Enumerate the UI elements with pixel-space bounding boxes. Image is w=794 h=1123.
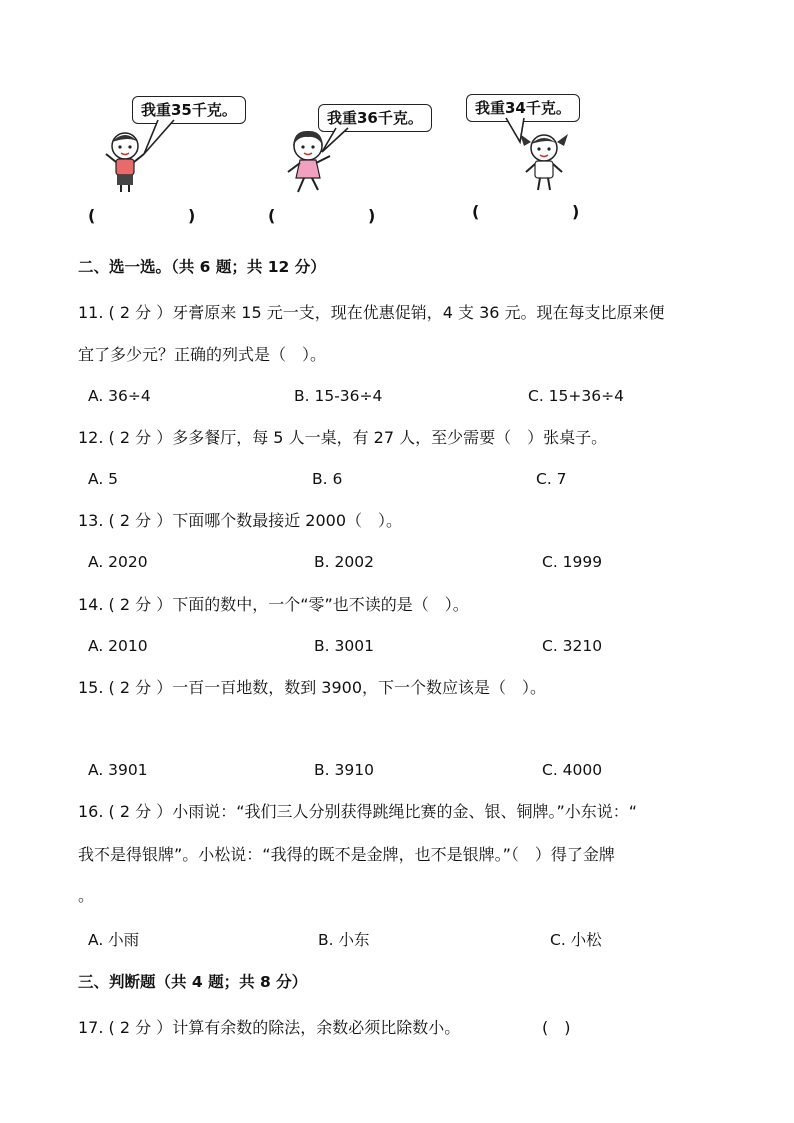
q16-option-b[interactable]: B. 小东 <box>318 931 370 949</box>
q14-option-c[interactable]: C. 3210 <box>542 637 603 655</box>
q13-option-c[interactable]: C. 1999 <box>542 553 603 571</box>
question-13: 13. ( 2 分 ）下面哪个数最接近 2000（ ）。 <box>78 511 403 530</box>
question-17: 17. ( 2 分 ）计算有余数的除法，余数必须比除数小。 <box>78 1018 461 1037</box>
question-16-line-3: 。 <box>78 886 95 905</box>
speech-bubble-3: 我重34千克。 <box>466 94 580 122</box>
q15-option-b[interactable]: B. 3910 <box>314 761 374 779</box>
speech-bubble-2: 我重36千克。 <box>318 104 432 132</box>
question-12: 12. ( 2 分 ）多多餐厅，每 5 人一桌，有 27 人，至少需要（ ）张桌子。 <box>78 428 608 447</box>
answer-paren-close-2: ) <box>368 206 376 225</box>
section-2-title: 二、选一选。（共 6 题；共 12 分） <box>78 258 326 276</box>
q12-option-c[interactable]: C. 7 <box>536 470 567 488</box>
answer-paren-open-3: ( <box>472 202 480 221</box>
speech-bubble-1: 我重35千克。 <box>132 96 246 124</box>
q17-answer-blank[interactable]: ( ) <box>542 1018 571 1037</box>
answer-paren-close-3: ) <box>572 202 580 221</box>
question-11-line-1: 11. ( 2 分 ）牙膏原来 15 元一支，现在优惠促销，4 支 36 元。现在每支比原来便 <box>78 303 665 322</box>
q11-option-b[interactable]: B. 15-36÷4 <box>294 387 383 405</box>
q14-option-a[interactable]: A. 2010 <box>88 637 148 655</box>
q13-option-a[interactable]: A. 2020 <box>88 553 148 571</box>
q12-option-a[interactable]: A. 5 <box>88 470 119 488</box>
q11-option-c[interactable]: C. 15+36÷4 <box>528 387 624 405</box>
question-16-line-2: 我不是得银牌”。小松说：“我得的既不是金牌，也不是银牌。”（ ）得了金牌 <box>78 845 615 864</box>
q14-option-b[interactable]: B. 3001 <box>314 637 374 655</box>
q15-option-c[interactable]: C. 4000 <box>542 761 603 779</box>
answer-paren-close-1: ) <box>188 206 196 225</box>
answer-paren-open-1: ( <box>88 206 96 225</box>
q15-option-a[interactable]: A. 3901 <box>88 761 148 779</box>
girl-figure-icon <box>280 128 340 196</box>
question-16-line-1: 16. ( 2 分 ）小雨说：“我们三人分别获得跳绳比赛的金、银、铜牌。”小东说：“ <box>78 802 638 821</box>
boy-figure-icon <box>100 128 150 194</box>
question-11-line-2: 宜了多少元？正确的列式是（ ）。 <box>78 345 327 364</box>
q16-option-c[interactable]: C. 小松 <box>550 931 602 949</box>
answer-paren-open-2: ( <box>268 206 276 225</box>
q11-option-a[interactable]: A. 36÷4 <box>88 387 151 405</box>
question-15: 15. ( 2 分 ）一百一百地数，数到 3900，下一个数应该是（ ）。 <box>78 678 547 697</box>
question-14: 14. ( 2 分 ）下面的数中，一个“零”也不读的是（ ）。 <box>78 595 469 614</box>
q12-option-b[interactable]: B. 6 <box>312 470 343 488</box>
section-3-title: 三、判断题（共 4 题；共 8 分） <box>78 973 308 991</box>
q13-option-b[interactable]: B. 2002 <box>314 553 374 571</box>
q16-option-a[interactable]: A. 小雨 <box>88 931 140 949</box>
girl-pigtails-figure-icon <box>516 130 572 194</box>
